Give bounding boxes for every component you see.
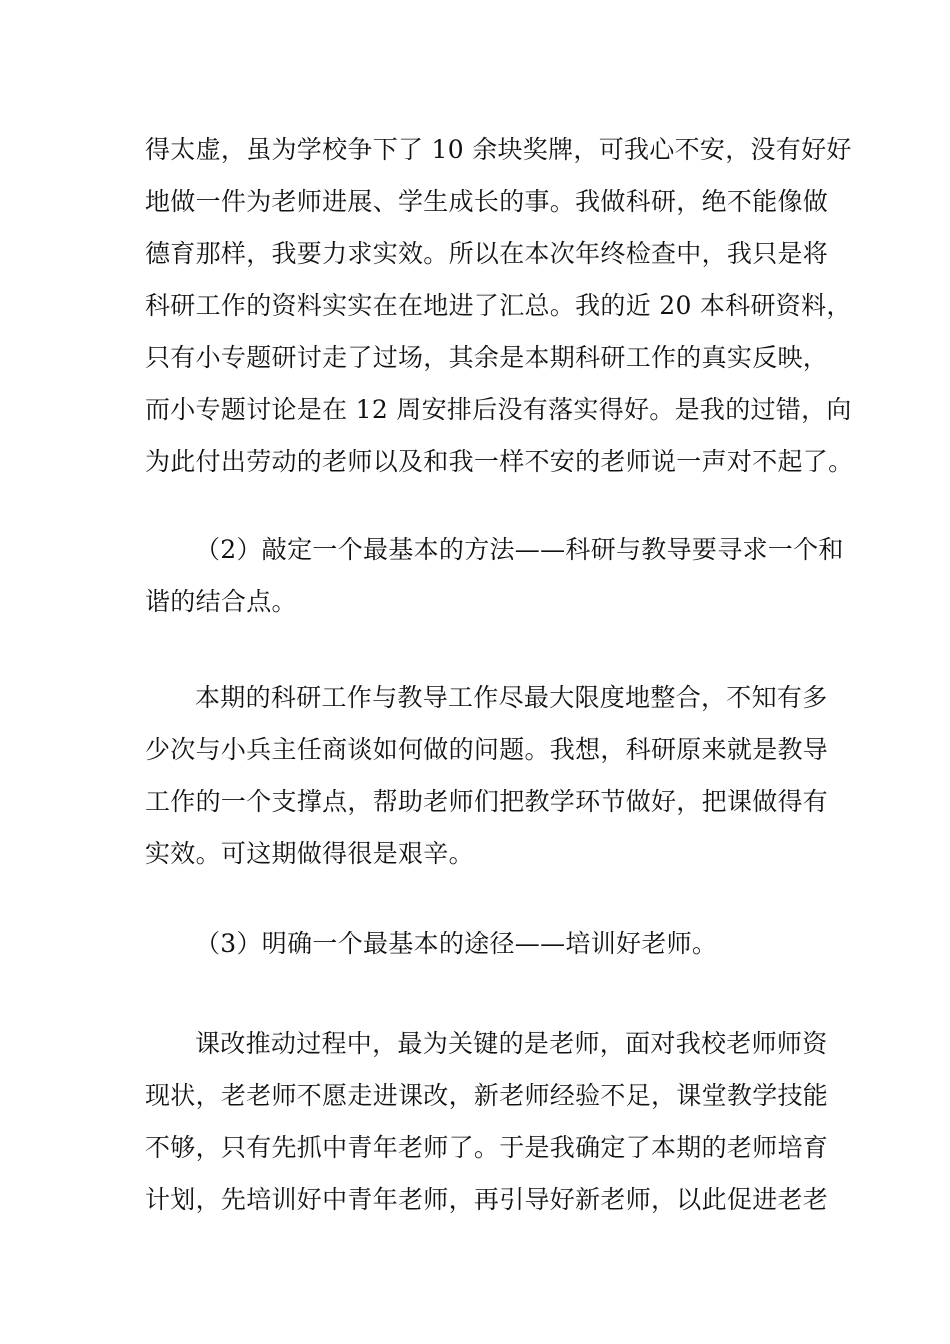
text-line: 不够，只有先抓中青年老师了。于是我确定了本期的老师培育 (145, 1133, 829, 1162)
paragraph-research-integration (145, 672, 829, 880)
text-line: 工作的一个支撑点，帮助老师们把教学环节做好，把课做得有 (145, 787, 829, 816)
text-line: 只有小专题研讨走了过场，其余是本期科研工作的真实反映， (145, 343, 829, 372)
text-line: 少次与小兵主任商谈如何做的问题。我想，科研原来就是教导 (145, 735, 829, 764)
paragraph-teacher-training (145, 1018, 829, 1226)
text-line: 科研工作的资料实实在在地进了汇总。我的近 20 本科研资料， (145, 291, 852, 320)
text-line: （3）明确一个最基本的途径——培训好老师。 (195, 929, 718, 958)
text-line: 而小专题讨论是在 12 周安排后没有落实得好。是我的过错，向 (145, 395, 852, 424)
text-line: 课改推动过程中，最为关键的是老师，面对我校老师师资 (195, 1029, 828, 1058)
text-line: 实效。可这期做得很是艰辛。 (145, 839, 474, 868)
text-line: 本期的科研工作与教导工作尽最大限度地整合，不知有多 (195, 683, 828, 712)
text-line: 为此付出劳动的老师以及和我一样不安的老师说一声对不起了。 (145, 447, 854, 476)
text-line: 得太虚，虽为学校争下了 10 余块奖牌，可我心不安，没有好好 (145, 135, 852, 164)
text-line: 计划，先培训好中青年老师，再引导好新老师，以此促进老老 (145, 1185, 829, 1214)
text-line: 德育那样，我要力求实效。所以在本次年终检查中，我只是将 (145, 239, 829, 268)
text-line: （2）敲定一个最基本的方法——科研与教导要寻求一个和 (195, 535, 844, 564)
text-line: 谐的结合点。 (145, 587, 297, 616)
text-line: 地做一件为老师进展、学生成长的事。我做科研，绝不能像做 (145, 187, 829, 216)
text-line: 现状，老老师不愿走进课改，新老师经验不足，课堂教学技能 (145, 1081, 829, 1110)
section-heading-method (145, 524, 844, 628)
section-heading-training (145, 918, 810, 970)
paragraph-awards-reflection (145, 124, 854, 488)
